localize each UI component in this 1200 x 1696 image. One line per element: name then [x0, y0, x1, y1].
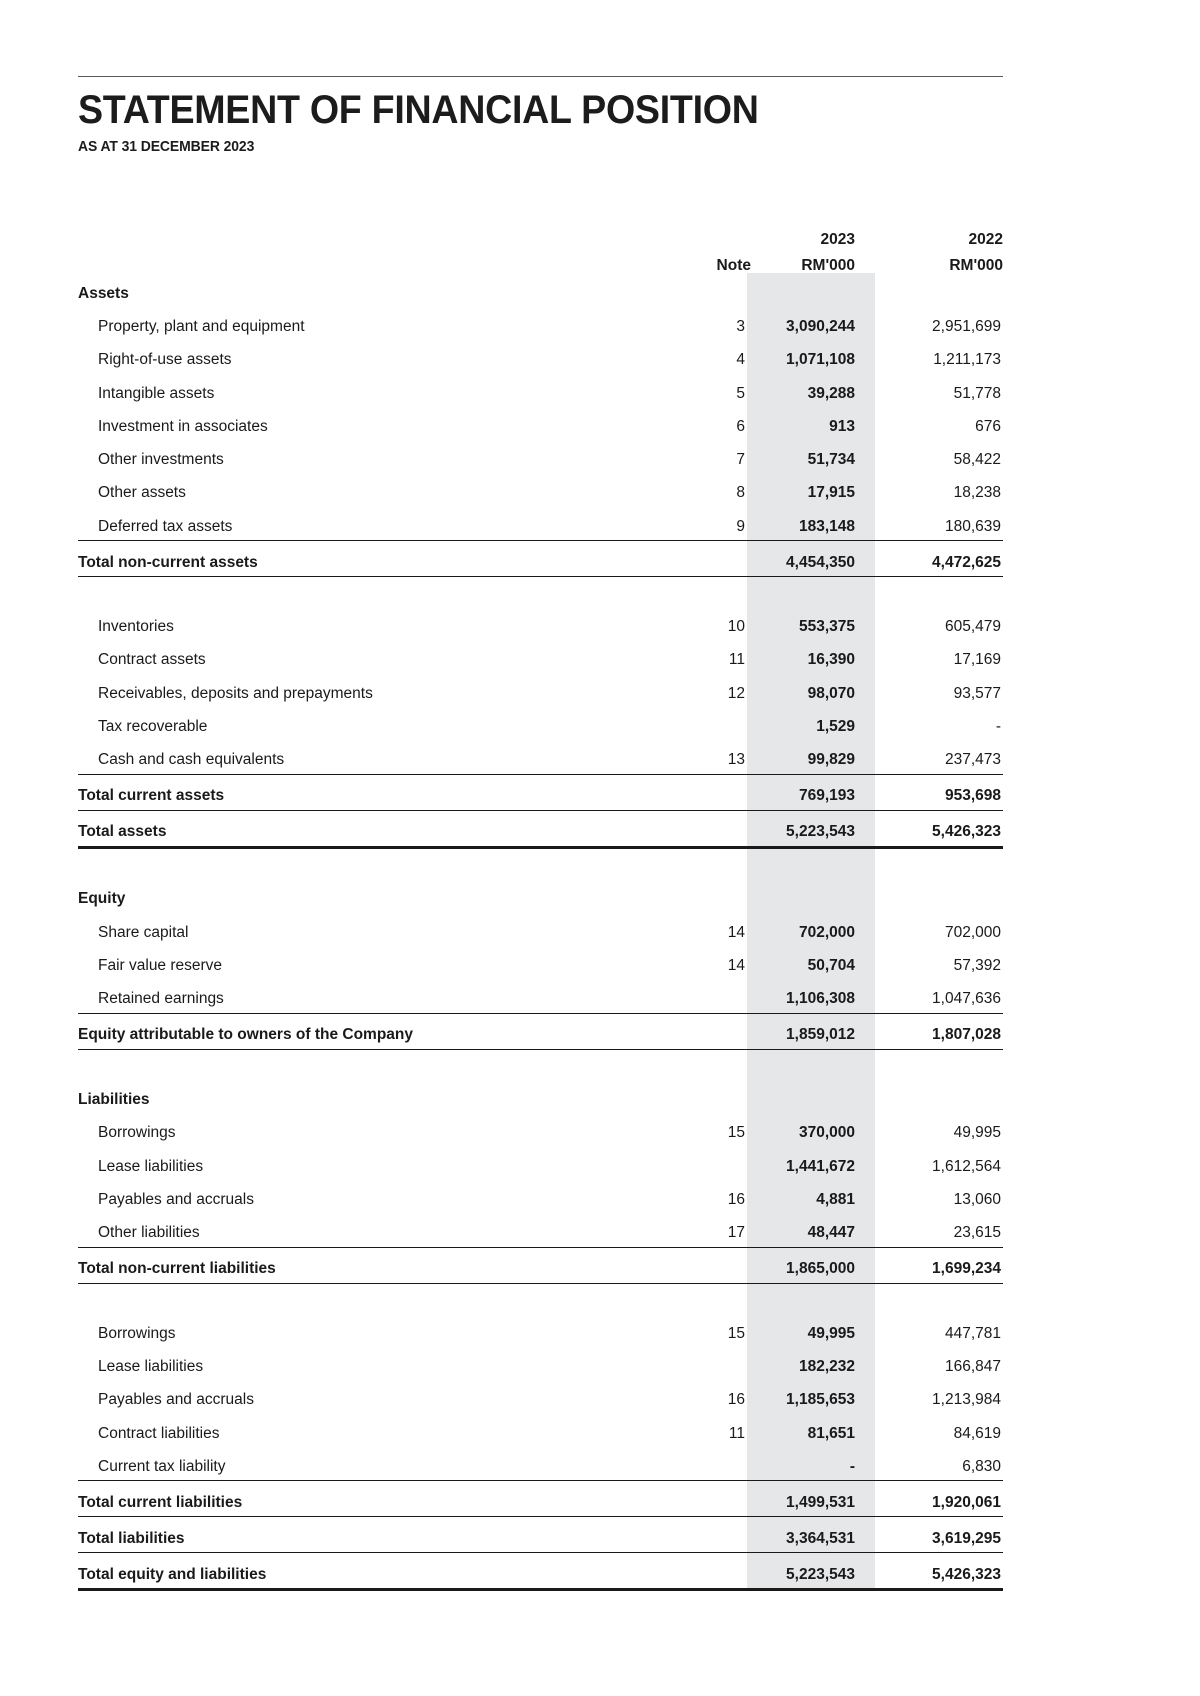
row-note: 15: [727, 1324, 745, 1342]
row-note: 3: [736, 317, 745, 335]
row-label: Cash and cash equivalents: [98, 751, 285, 769]
table-row: [78, 1180, 1003, 1213]
row-value-2023: 370,000: [798, 1124, 855, 1142]
row-note: 12: [727, 684, 745, 702]
total-label: Total non-current assets: [78, 541, 673, 577]
table-row: [78, 1147, 1003, 1180]
row-value-2022: 676: [975, 417, 1001, 435]
total-label: Total current liabilities: [78, 1481, 673, 1517]
row-note: [673, 1347, 751, 1380]
row-value-2022: 13,060: [953, 1191, 1001, 1209]
row-label: Borrowings: [98, 1324, 176, 1342]
total-row-equity-attributable: [78, 1013, 1003, 1049]
row-value-2023: 98,070: [807, 684, 855, 702]
row-label: Other investments: [98, 451, 224, 469]
row-label: Payables and accruals: [98, 1391, 254, 1409]
row-value-2022: 180,639: [944, 517, 1001, 535]
total-value-2022: 5,426,323: [877, 810, 1003, 847]
total-value-2023: 769,193: [751, 774, 877, 810]
table-header-year-row: [78, 221, 1003, 247]
row-value-2023: 1,185,653: [786, 1391, 855, 1409]
total-label: Total liabilities: [78, 1517, 673, 1553]
total-row-total-assets: [78, 810, 1003, 847]
header-unit-2022: RM'000: [949, 256, 1003, 274]
section-spacer: [78, 1283, 1003, 1314]
total-note: [673, 1013, 751, 1049]
row-value-2023: 81,651: [807, 1424, 855, 1442]
row-note: 5: [736, 384, 745, 402]
section-note-blank: [673, 273, 751, 307]
table-row: [78, 307, 1003, 340]
section-spacer: [78, 847, 1003, 879]
total-note: [673, 1247, 751, 1283]
row-value-2022: 57,392: [953, 956, 1001, 974]
total-value-2022: 1,920,061: [877, 1481, 1003, 1517]
row-value-2023: 16,390: [807, 651, 855, 669]
row-label: Current tax liability: [98, 1457, 226, 1475]
section-y2023-blank: [751, 273, 877, 307]
row-value-2023: 1,106,308: [786, 990, 855, 1008]
row-note: 14: [727, 923, 745, 941]
row-value-2022: -: [995, 717, 1001, 735]
row-note: [673, 979, 751, 1013]
row-value-2023: 183,148: [798, 517, 855, 535]
row-label: Deferred tax assets: [98, 517, 233, 535]
row-note: 8: [736, 484, 745, 502]
row-note: [673, 1447, 751, 1481]
row-value-2023: 17,915: [807, 484, 855, 502]
table-row: [78, 740, 1003, 774]
section-heading-row: [78, 1080, 1003, 1114]
table-row: [78, 340, 1003, 373]
total-value-2023: 1,865,000: [751, 1247, 877, 1283]
total-note: [673, 1481, 751, 1517]
row-note: 9: [736, 517, 745, 535]
row-value-2023: 702,000: [798, 923, 855, 941]
total-value-2022: 953,698: [877, 774, 1003, 810]
row-label: Property, plant and equipment: [98, 317, 305, 335]
statement-of-financial-position-table: [78, 221, 1003, 1591]
total-note: [673, 774, 751, 810]
row-value-2023: 50,704: [807, 956, 855, 974]
total-value-2023: 1,859,012: [751, 1013, 877, 1049]
table-row: [78, 1380, 1003, 1413]
row-note: 17: [727, 1224, 745, 1242]
row-value-2023: 1,441,672: [786, 1157, 855, 1175]
row-value-2022: 166,847: [944, 1357, 1001, 1375]
row-value-2023: 4,881: [816, 1191, 855, 1209]
row-note: 7: [736, 451, 745, 469]
row-note: 16: [727, 1391, 745, 1409]
total-row-current-assets: [78, 774, 1003, 810]
row-value-2023: 1,529: [816, 717, 855, 735]
row-label: Contract assets: [98, 651, 206, 669]
row-value-2023: 182,232: [798, 1357, 855, 1375]
row-value-2023: 3,090,244: [786, 317, 855, 335]
row-value-2022: 17,169: [953, 651, 1001, 669]
section-heading-assets: Assets: [78, 284, 129, 302]
row-label: Share capital: [98, 923, 189, 941]
table-row: [78, 1214, 1003, 1248]
table-row: [78, 607, 1003, 640]
row-label: Intangible assets: [98, 384, 215, 402]
table-row: [78, 707, 1003, 740]
table-header-unit-row: [78, 247, 1003, 273]
row-value-2022: 1,047,636: [932, 990, 1001, 1008]
table-row: [78, 1114, 1003, 1147]
total-row-non-current-assets: [78, 541, 1003, 577]
total-label: Total assets: [78, 810, 673, 847]
row-label: Borrowings: [98, 1124, 176, 1142]
row-note: 11: [728, 651, 745, 669]
header-spacer-2: [78, 247, 673, 273]
table-row: [78, 507, 1003, 541]
row-value-2023: 48,447: [807, 1224, 855, 1242]
row-value-2022: 6,830: [962, 1457, 1001, 1475]
total-value-2023: 1,499,531: [751, 1481, 877, 1517]
table-row: [78, 641, 1003, 674]
row-value-2023: 39,288: [807, 384, 855, 402]
total-row-current-liabilities: [78, 1481, 1003, 1517]
row-label: Fair value reserve: [98, 956, 223, 974]
table-row: [78, 440, 1003, 473]
table-row: [78, 979, 1003, 1013]
row-note: 11: [728, 1424, 745, 1442]
header-year-2022: 2022: [968, 230, 1003, 248]
total-note: [673, 1553, 751, 1590]
row-note: [673, 1147, 751, 1180]
total-value-2023: 5,223,543: [751, 810, 877, 847]
row-value-2022: 51,778: [953, 384, 1001, 402]
row-value-2022: 23,615: [953, 1224, 1001, 1242]
section-y2022-blank: [877, 273, 1003, 307]
row-value-2023: 49,995: [807, 1324, 855, 1342]
section-heading-row: [78, 273, 1003, 307]
total-value-2023: 4,454,350: [751, 541, 877, 577]
total-label: Equity attributable to owners of the Company: [78, 1013, 673, 1049]
header-spacer: [78, 221, 673, 247]
table-row: [78, 1447, 1003, 1481]
row-value-2023: 913: [829, 417, 855, 435]
total-label: Total equity and liabilities: [78, 1553, 673, 1590]
total-row-non-current-liabilities: [78, 1247, 1003, 1283]
section-heading-liabilities: Liabilities: [78, 1091, 150, 1109]
row-value-2022: 58,422: [953, 451, 1001, 469]
row-label: Payables and accruals: [98, 1191, 254, 1209]
table-row: [78, 407, 1003, 440]
table-row: [78, 1347, 1003, 1380]
total-value-2022: 1,699,234: [877, 1247, 1003, 1283]
row-note: 13: [727, 751, 745, 769]
total-value-2023: 3,364,531: [751, 1517, 877, 1553]
section-heading-equity: Equity: [78, 890, 126, 908]
row-label: Other assets: [98, 484, 186, 502]
row-value-2022: 18,238: [953, 484, 1001, 502]
table-row: [78, 946, 1003, 979]
total-row-total-liabilities: [78, 1517, 1003, 1553]
header-year-2023: 2023: [820, 230, 855, 248]
row-value-2023: -: [849, 1457, 855, 1475]
row-value-2022: 447,781: [944, 1324, 1001, 1342]
row-value-2022: 84,619: [953, 1424, 1001, 1442]
total-row-total-equity-and-liabilities: [78, 1553, 1003, 1590]
row-note: [673, 707, 751, 740]
total-value-2022: 1,807,028: [877, 1013, 1003, 1049]
total-value-2023: 5,223,543: [751, 1553, 877, 1590]
total-value-2022: 3,619,295: [877, 1517, 1003, 1553]
row-label: Other liabilities: [98, 1224, 200, 1242]
document-page: [78, 0, 1003, 1591]
row-label: Contract liabilities: [98, 1424, 220, 1442]
row-label: Retained earnings: [98, 990, 224, 1008]
row-note: 4: [736, 351, 745, 369]
total-label: Total non-current liabilities: [78, 1247, 673, 1283]
section-spacer: [78, 1049, 1003, 1080]
row-label: Lease liabilities: [98, 1357, 204, 1375]
total-note: [673, 1517, 751, 1553]
row-value-2022: 49,995: [953, 1124, 1001, 1142]
row-label: Right-of-use assets: [98, 351, 232, 369]
section-heading-row: [78, 879, 1003, 913]
header-note-spacer: [673, 221, 751, 247]
header-top-rule: [78, 76, 1003, 77]
row-value-2022: 1,612,564: [932, 1157, 1001, 1175]
row-value-2022: 702,000: [944, 923, 1001, 941]
row-note: 16: [727, 1191, 745, 1209]
total-note: [673, 810, 751, 847]
row-value-2022: 93,577: [953, 684, 1001, 702]
row-value-2022: 237,473: [944, 751, 1001, 769]
table-row: [78, 474, 1003, 507]
row-value-2023: 1,071,108: [786, 351, 855, 369]
row-value-2022: 2,951,699: [932, 317, 1001, 335]
row-label: Investment in associates: [98, 417, 268, 435]
total-value-2022: 4,472,625: [877, 541, 1003, 577]
section-spacer: [78, 577, 1003, 608]
table-row: [78, 1314, 1003, 1347]
total-value-2022: 5,426,323: [877, 1553, 1003, 1590]
row-note: 14: [727, 956, 745, 974]
header-note-label: Note: [716, 256, 751, 274]
row-value-2022: 605,479: [944, 618, 1001, 636]
table-row: [78, 1414, 1003, 1447]
table-row: [78, 674, 1003, 707]
row-note: 6: [736, 417, 745, 435]
page-title: STATEMENT OF FINANCIAL POSITION: [78, 88, 759, 132]
row-value-2022: 1,211,173: [933, 351, 1001, 369]
row-label: Lease liabilities: [98, 1157, 204, 1175]
row-label: Tax recoverable: [98, 717, 208, 735]
table-row: [78, 913, 1003, 946]
total-note: [673, 541, 751, 577]
table-row: [78, 374, 1003, 407]
total-label: Total current assets: [78, 774, 673, 810]
page-subtitle: AS AT 31 DECEMBER 2023: [78, 138, 255, 156]
row-label: Inventories: [98, 618, 174, 636]
row-value-2022: 1,213,984: [932, 1391, 1001, 1409]
row-note: 10: [727, 618, 745, 636]
row-note: 15: [727, 1124, 745, 1142]
row-value-2023: 51,734: [807, 451, 855, 469]
header-unit-2023: RM'000: [801, 256, 855, 274]
row-value-2023: 99,829: [807, 751, 855, 769]
row-label: Receivables, deposits and prepayments: [98, 684, 373, 702]
row-value-2023: 553,375: [798, 618, 855, 636]
